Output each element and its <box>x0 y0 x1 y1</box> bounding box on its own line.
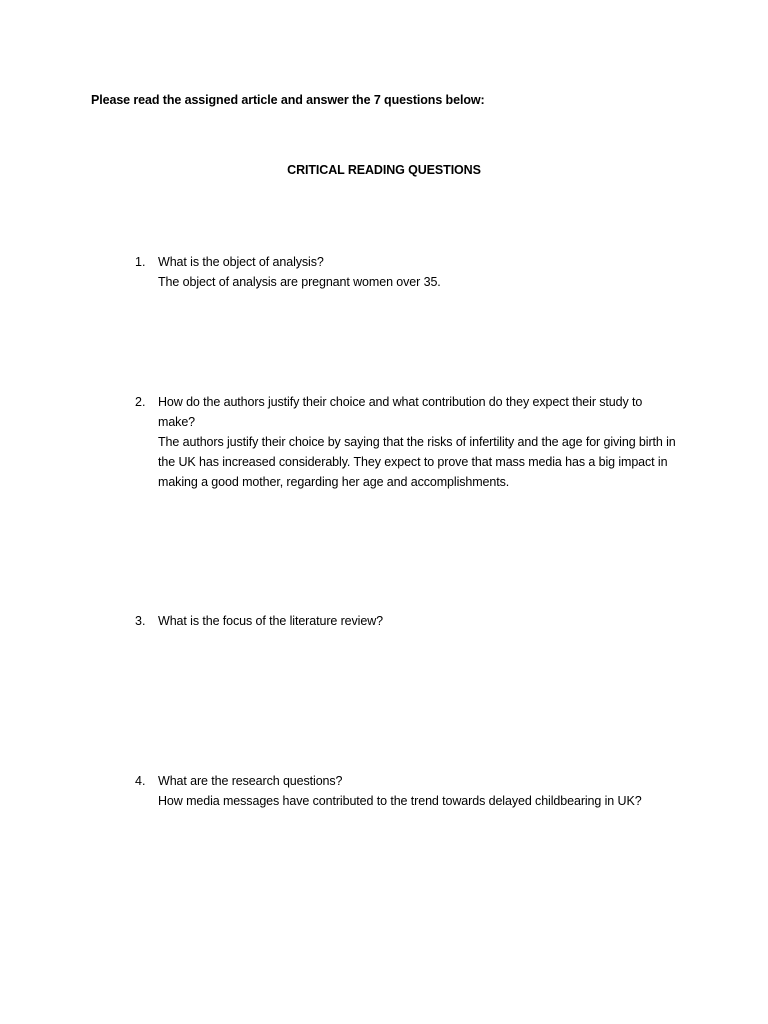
section-heading: CRITICAL READING QUESTIONS <box>287 163 481 177</box>
question-item <box>135 392 680 492</box>
question-item <box>135 611 680 631</box>
question-text: How do the authors justify their choice and what contribution do they expect their study to make? <box>158 395 643 429</box>
question-body <box>158 771 680 811</box>
question-text: What are the research questions? <box>158 774 343 788</box>
question-item <box>135 252 680 292</box>
question-number: 1. <box>135 255 146 269</box>
question-body <box>158 392 680 492</box>
question-number: 2. <box>135 395 146 409</box>
question-item <box>135 771 680 811</box>
question-number: 4. <box>135 774 146 788</box>
question-text: What is the object of analysis? <box>158 255 324 269</box>
answer-text: How media messages have contributed to the trend towards delayed childbearing in UK? <box>158 794 642 808</box>
instruction-text: Please read the assigned article and answer the 7 questions below: <box>91 93 485 107</box>
answer-text: The authors justify their choice by saying that the risks of infertility and the age for giving birth in the UK has increased considerably. They expect to prove that mass media has a big impact in making a good mother, regarding her age and accomplishments. <box>158 435 676 489</box>
answer-text: The object of analysis are pregnant women over 35. <box>158 275 441 289</box>
question-text: What is the focus of the literature review? <box>158 614 383 628</box>
question-number: 3. <box>135 614 146 628</box>
question-body <box>158 611 680 631</box>
question-body <box>158 252 680 292</box>
